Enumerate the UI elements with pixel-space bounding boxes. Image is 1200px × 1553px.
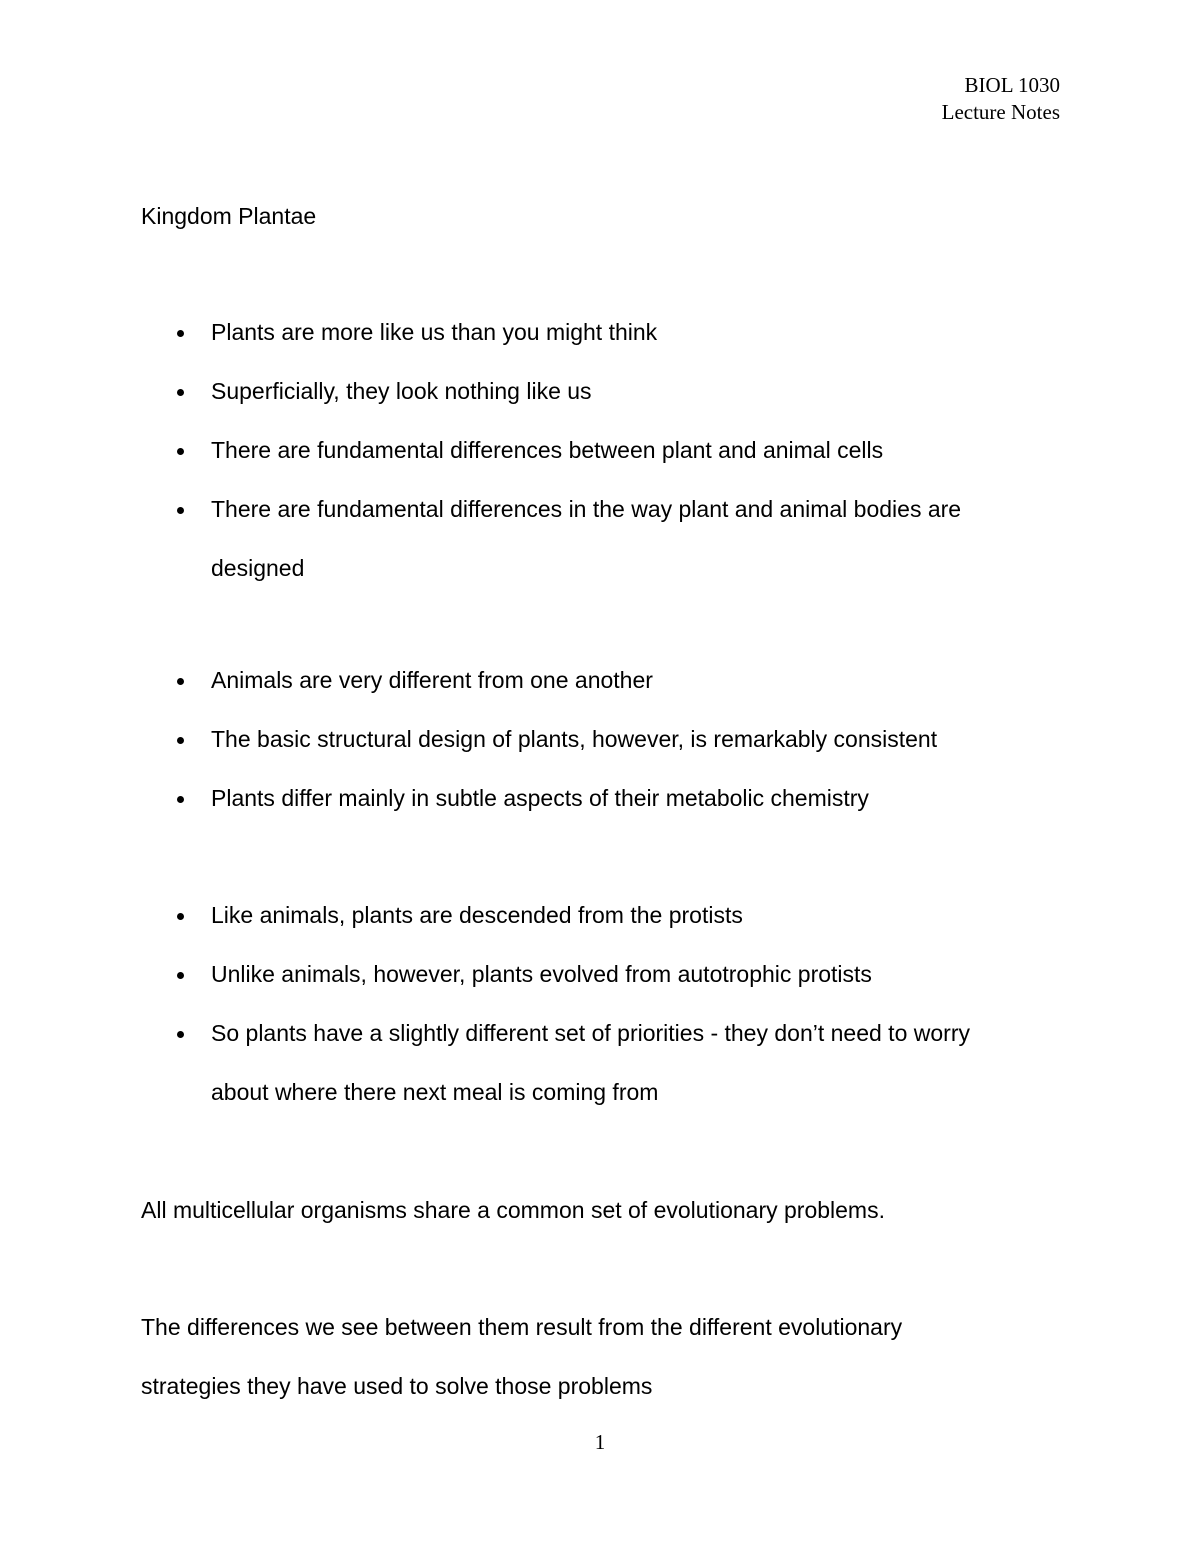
list-item <box>170 651 937 710</box>
bullet-list-2 <box>170 651 937 828</box>
list-item-line: Animals are very different from one another <box>211 667 653 693</box>
list-item <box>170 710 937 769</box>
list-item-line: designed <box>211 555 305 581</box>
list-item-line: So plants have a slightly different set of priorities - they don’t need to worry <box>211 1020 970 1046</box>
list-item-line: Superficially, they look nothing like us <box>211 378 592 404</box>
paragraph-line: The differences we see between them result from the different evolutionary <box>141 1314 903 1340</box>
page-title: Kingdom Plantae <box>141 203 317 229</box>
list-item-line: about where there next meal is coming from <box>211 1079 659 1105</box>
list-item <box>170 769 937 828</box>
list-item <box>170 480 961 598</box>
list-item <box>170 303 961 362</box>
list-item-line: The basic structural design of plants, however, is remarkably consistent <box>211 726 938 752</box>
page-number: 1 <box>594 1430 606 1454</box>
paragraph-line: strategies they have used to solve those problems <box>141 1373 653 1399</box>
course-code: BIOL 1030 <box>964 73 1060 97</box>
paragraph-line: All multicellular organisms share a common set of evolutionary problems. <box>141 1197 885 1223</box>
list-item-line: Plants differ mainly in subtle aspects of their metabolic chemistry <box>211 785 869 811</box>
paragraph-evolutionary-strategies <box>141 1298 902 1416</box>
list-item-line: Unlike animals, however, plants evolved from autotrophic protists <box>211 961 872 987</box>
list-item-line: Like animals, plants are descended from the protists <box>211 902 743 928</box>
list-item-line: There are fundamental differences in the way plant and animal bodies are <box>211 496 962 522</box>
page-header <box>942 72 1060 126</box>
list-item <box>170 1004 970 1122</box>
paragraph-shared-problems <box>141 1181 885 1240</box>
bullet-list-3 <box>170 886 970 1122</box>
bullet-list-1 <box>170 303 961 598</box>
list-item <box>170 362 961 421</box>
list-item-line: Plants are more like us than you might think <box>211 319 658 345</box>
header-subtitle: Lecture Notes <box>941 100 1060 124</box>
list-item <box>170 421 961 480</box>
list-item-line: There are fundamental differences between plant and animal cells <box>211 437 884 463</box>
list-item <box>170 886 970 945</box>
list-item <box>170 945 970 1004</box>
